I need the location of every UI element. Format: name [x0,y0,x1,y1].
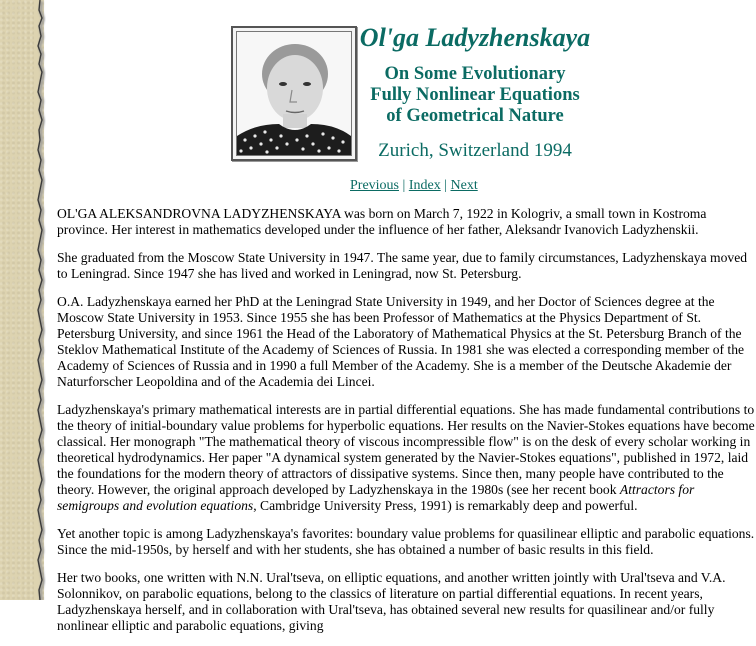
biography [57,206,755,646]
torn-edge-icon [34,0,48,600]
paragraph: Yet another topic is among Ladyzhenskaya's favorites: boundary value problems for quasilinear elliptic and parabolic equations. Since the mid-1950s, by herself and with her students, she has obtained a number of basic results in this field. [57,526,755,557]
next-link[interactable]: Next [450,178,478,193]
paragraph: O.A. Ladyzhenskaya earned her PhD at the Leningrad State University in 1949, and her Doctor of Sciences degree at the Moscow State University in 1953. Since 1955 she has been Professor of Mathematics at the Physics Department of St. Petersburg University, and since 1961 the Head of the Laboratory of Mathematical Physics at the St. Petersburg Branch of the Steklov Mathematical Institute of the Academy of Sciences of Russia. In 1981 she was elected a corresponding member of the Academy of Sciences of Russia and in 1990 a full Member of the Academy. She is a member of the Deutsche Akademie der Naturforscher Leopoldina and of the Academia dei Lincei. [57,294,745,389]
portrait-photo [231,26,357,161]
paragraph-text: , Cambridge University Press, 1991) is remarkably deep and powerful. [253,498,638,513]
paragraph: OL'GA ALEKSANDROVNA LADYZHENSKAYA was born on March 7, 1922 in Kologriv, a small town in Kostroma province. Her interest in mathematics developed under the influence of her father, Aleksandr Ivanovich Ladyzhenskii. [57,206,707,237]
page-content [57,0,755,633]
previous-link[interactable]: Previous [350,178,399,193]
page-navigation [350,178,478,194]
index-link[interactable]: Index [408,178,441,193]
nav-separator: | [402,178,406,193]
nav-separator: | [444,178,448,193]
talk-title-line: Fully Nonlinear Equations [370,85,580,105]
talk-title-line: On Some Evolutionary [384,64,566,84]
paragraph: She graduated from the Moscow State University in 1947. The same year, due to family circumstances, Ladyzhenskaya moved to Leningrad. Since 1947 she has lived and worked in Leningrad, now St. Petersburg. [57,250,748,281]
location-year: Zurich, Switzerland 1994 [378,140,572,161]
paragraph-text: Ladyzhenskaya's primary mathematical interests are in partial differential equations. She has made fundamental contributions to the theory of initial-boundary value problems for hyperbolic equations. Her results on the Navier-Stokes equations have become classical. Her monograph "The mathematical theory of viscous incompressible flow" is on the desk of every scholar working in theoretical hydrodynamics. Her paper "A dynamical system generated by the Navier-Stokes equations", published in 1972, laid the foundations for the modern theory of attractors of dissipative systems. Since then, many people have contributed to the theory. However, the original approach developed by Ladyzhenskaya in the 1980s (see her recent book [57,402,755,497]
paragraph: Her two books, one written with N.N. Ural'tseva, on elliptic equations, and another written jointly with Ural'tseva and V.A. Solonnikov, on parabolic equations, belong to the classics of literature on partial differential equations. In recent years, Ladyzhenskaya herself, and in collaboration with Ural'tseva, has obtained several new results for quasilinear and/or fully nonlinear elliptic and parabolic equations, giving [57,570,726,633]
talk-title [357,64,593,127]
paragraph [57,402,755,514]
portrait-image-icon [237,32,351,155]
book-title: Attractors for semigroups and evolution equations [57,482,695,513]
paper-edge-decoration [0,0,44,600]
talk-title-line: of Geometrical Nature [386,106,564,126]
title-block [357,22,593,162]
speaker-name: Ol'ga Ladyzhenskaya [359,23,591,52]
page-header [57,0,755,170]
